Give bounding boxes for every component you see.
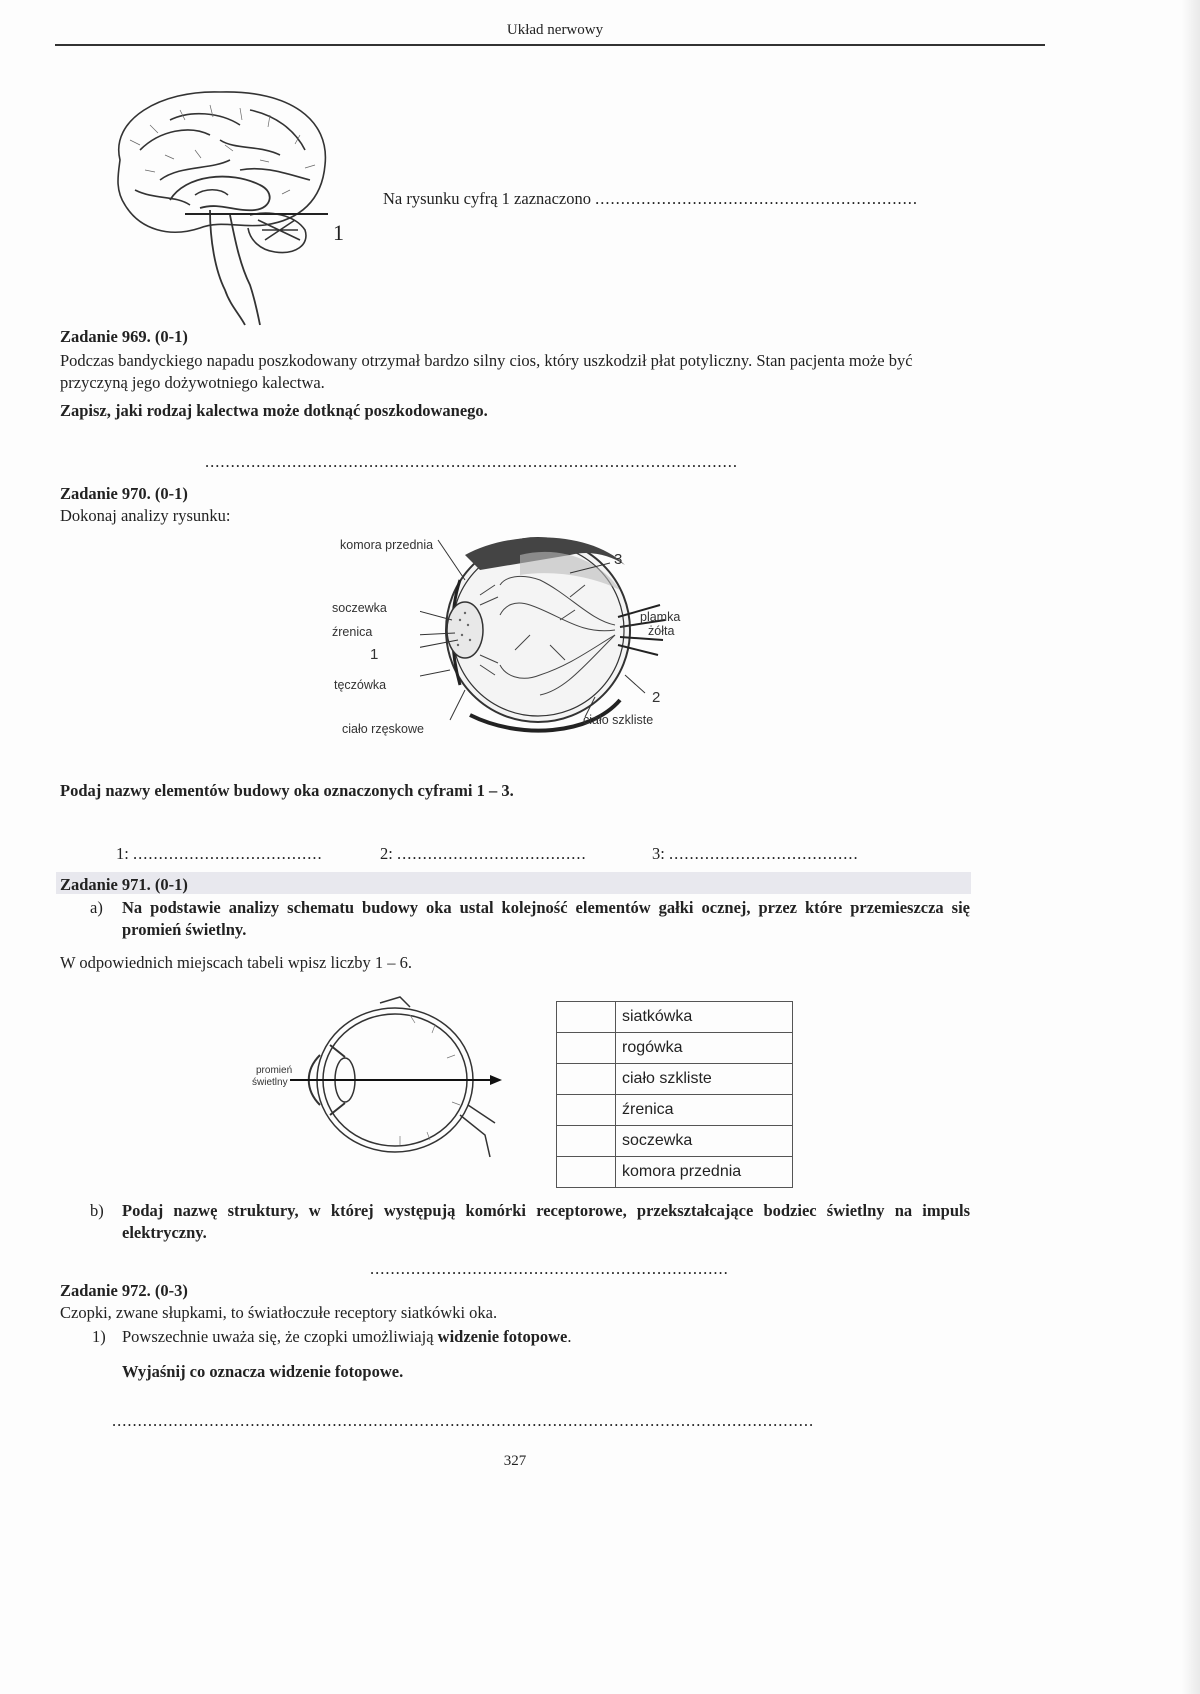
table-row bbox=[557, 1064, 793, 1095]
eye-label-zolta: żółta bbox=[648, 624, 675, 638]
eye-label-plamka: plamka bbox=[640, 610, 681, 624]
task-972-title: Zadanie 972. bbox=[60, 1281, 151, 1300]
task-972-item-marker: 1) bbox=[92, 1327, 106, 1346]
answer-3-field[interactable]: ..................................... bbox=[668, 844, 859, 863]
eye-label-komora-przednia: komora przednia bbox=[340, 538, 434, 552]
order-number-cell[interactable] bbox=[557, 1157, 616, 1188]
task-969-title: Zadanie 969. bbox=[60, 327, 151, 346]
task-971-a-text: Na podstawie analizy schematu budowy oka ustal kolejność elementów gałki ocznej, przez które przemieszcza się promień świetlny. bbox=[122, 898, 970, 939]
table-row bbox=[557, 1157, 793, 1188]
answer-1-field[interactable]: ..................................... bbox=[132, 844, 323, 863]
table-row bbox=[557, 1002, 793, 1033]
structure-name-cell: ciało szkliste bbox=[616, 1064, 793, 1095]
order-table bbox=[556, 1001, 793, 1188]
eye-label-soczewka: soczewka bbox=[332, 601, 387, 615]
task-971-b-answer-field[interactable]: ...................................................................... bbox=[370, 1259, 729, 1278]
structure-name-cell: komora przednia bbox=[616, 1157, 793, 1188]
task-970-answer-2 bbox=[380, 843, 587, 865]
task-972-intro: Czopki, zwane słupkami, to światłoczułe receptory siatkówki oka. bbox=[60, 1303, 498, 1322]
eye-label-number-1: 1 bbox=[370, 646, 379, 663]
task-972-points: (0-3) bbox=[154, 1281, 188, 1300]
table-row bbox=[557, 1033, 793, 1064]
structure-name-cell: siatkówka bbox=[616, 1002, 793, 1033]
task-970-points: (0-1) bbox=[154, 484, 188, 503]
brain-question-prompt bbox=[383, 188, 918, 210]
structure-name-cell: soczewka bbox=[616, 1126, 793, 1157]
task-971-table-instruction: W odpowiednich miejscach tabeli wpisz liczby 1 – 6. bbox=[60, 953, 413, 972]
task-969-instruction: Zapisz, jaki rodzaj kalectwa może dotknąć poszkodowanego. bbox=[60, 401, 488, 420]
task-970-title: Zadanie 970. bbox=[60, 484, 151, 503]
header-rule bbox=[55, 44, 1045, 46]
answer-2-field[interactable]: ..................................... bbox=[396, 844, 587, 863]
task-971-heading-highlight bbox=[56, 872, 971, 894]
brain-illustration bbox=[100, 80, 360, 330]
order-number-cell[interactable] bbox=[557, 1095, 616, 1126]
brain-answer-field[interactable]: ............................................................... bbox=[595, 189, 918, 208]
eye-ray-diagram bbox=[290, 995, 510, 1170]
order-number-cell[interactable] bbox=[557, 1033, 616, 1064]
task-971-title: Zadanie 971. bbox=[60, 875, 151, 894]
task-970-heading bbox=[60, 483, 188, 505]
eye-label-cialo-szkliste: ciało szkliste bbox=[583, 713, 654, 727]
brain-question-text: Na rysunku cyfrą 1 zaznaczono bbox=[383, 189, 591, 208]
task-972-item-end: . bbox=[567, 1327, 572, 1346]
task-972-item bbox=[122, 1326, 572, 1348]
page-number: 327 bbox=[503, 1453, 527, 1469]
task-972-answer-field[interactable]: ......................................................................................................................................... bbox=[112, 1411, 815, 1430]
task-971-points: (0-1) bbox=[154, 875, 188, 894]
task-970-answer-1 bbox=[116, 843, 323, 865]
table-row bbox=[557, 1126, 793, 1157]
answer-1-label: 1: bbox=[116, 844, 129, 863]
task-971-a-marker: a) bbox=[90, 898, 103, 917]
order-number-cell[interactable] bbox=[557, 1002, 616, 1033]
eye-label-teczowka: tęczówka bbox=[334, 678, 387, 692]
answer-3-label: 3: bbox=[652, 844, 665, 863]
eye-label-zrenica: źrenica bbox=[332, 625, 373, 639]
task-969-answer-field[interactable]: ........................................................................................................ bbox=[205, 452, 738, 471]
order-number-cell[interactable] bbox=[557, 1126, 616, 1157]
task-970-intro: Dokonaj analizy rysunku: bbox=[60, 506, 231, 525]
eye-label-cialo-rzeskowe: ciało rzęskowe bbox=[342, 722, 424, 736]
task-970-instruction: Podaj nazwy elementów budowy oka oznaczonych cyframi 1 – 3. bbox=[60, 781, 514, 800]
table-row bbox=[557, 1095, 793, 1126]
task-971-b-text: Podaj nazwę struktury, w której występują komórki receptorowe, przekształcające bodziec świetlny na impuls elektryczny. bbox=[122, 1201, 970, 1242]
task-972-item-term: widzenie fotopowe bbox=[437, 1327, 568, 1346]
task-969-text: Podczas bandyckiego napadu poszkodowany otrzymał bardzo silny cios, który uszkodził płat potyliczny. Stan pacjenta może być przyczyną jego dożywotniego kalectwa. bbox=[60, 351, 913, 392]
task-972-heading bbox=[60, 1280, 188, 1302]
task-971-b-marker: b) bbox=[90, 1201, 104, 1220]
ray-label-line2: świetlny bbox=[252, 1077, 288, 1088]
task-969-heading bbox=[60, 326, 188, 348]
running-header: Układ nerwowy bbox=[506, 22, 604, 38]
structure-name-cell: rogówka bbox=[616, 1033, 793, 1064]
page-edge-shadow bbox=[1182, 0, 1200, 1694]
task-971-heading bbox=[60, 874, 188, 896]
structure-name-cell: źrenica bbox=[616, 1095, 793, 1126]
task-970-answer-3 bbox=[652, 843, 859, 865]
task-969-points: (0-1) bbox=[154, 327, 188, 346]
task-972-item-text: Powszechnie uważa się, że czopki umożliwiają bbox=[122, 1327, 434, 1346]
eye-label-number-2: 2 bbox=[652, 689, 661, 706]
eye-label-number-3: 3 bbox=[614, 551, 623, 568]
ray-label-line1: promień bbox=[256, 1065, 293, 1076]
order-number-cell[interactable] bbox=[557, 1064, 616, 1095]
brain-label-number: 1 bbox=[333, 220, 344, 245]
task-972-instruction: Wyjaśnij co oznacza widzenie fotopowe. bbox=[122, 1362, 404, 1381]
answer-2-label: 2: bbox=[380, 844, 393, 863]
